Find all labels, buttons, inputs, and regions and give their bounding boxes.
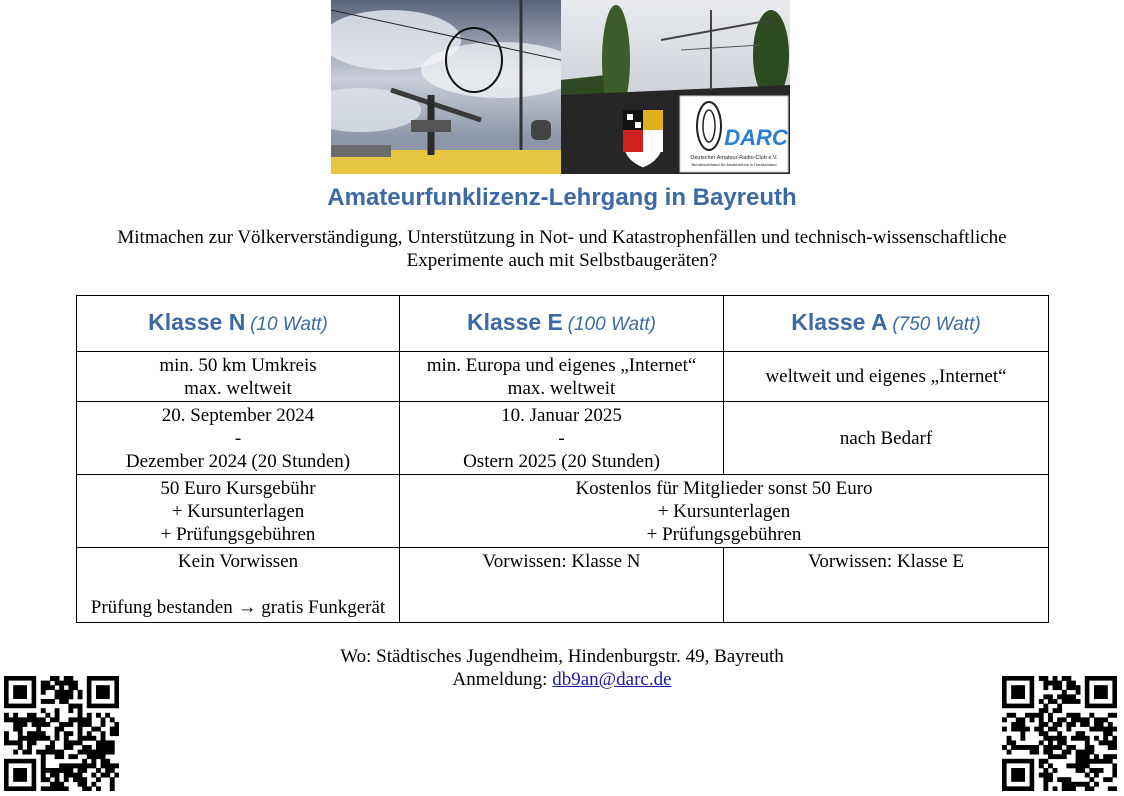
prereq-n-line-1: Kein Vorwissen (177, 551, 299, 572)
mast-photo (561, 0, 790, 174)
table-row-range (77, 352, 1049, 402)
prereq-cell-a (724, 548, 1049, 623)
registration-line (0, 668, 1124, 691)
qr-code-icon (1002, 676, 1117, 791)
dates-n-end: Dezember 2024 (20 Stunden) (125, 450, 351, 472)
dates-cell-a (724, 402, 1049, 475)
darc-logo (680, 96, 789, 172)
intro-text (90, 226, 1034, 272)
registration-label: Anmeldung: (452, 669, 553, 690)
dates-e-separator: - (558, 427, 565, 449)
klasse-e-watt: (100 Watt) (567, 314, 656, 335)
fees-n-line-1: 50 Euro Kursgebühr (160, 477, 316, 499)
fees-n-line-2: + Kursunterlagen (171, 500, 305, 522)
prereq-cell-e (400, 548, 724, 623)
range-a-line-1: weltweit und eigenes „Internet“ (765, 366, 1007, 387)
header-klasse-a (724, 296, 1049, 352)
klasse-e-label: Klasse E (466, 309, 563, 335)
course-table (76, 295, 1049, 623)
table-row-dates (77, 402, 1049, 475)
range-n-line-1: min. 50 km Umkreis (159, 354, 317, 376)
dates-n-start: 20. September 2024 (161, 404, 315, 426)
location-text: Wo: Städtisches Jugendheim, Hindenburgstr. 49, Bayreuth (340, 646, 784, 667)
qr-code-icon (4, 676, 119, 791)
prereq-n-line-2: Prüfung bestanden → gratis Funkgerät (90, 597, 386, 618)
header-klasse-n (77, 296, 400, 352)
dates-e-start: 10. Januar 2025 (501, 404, 622, 426)
klasse-n-label: Klasse N (148, 309, 246, 335)
antenna-photo (331, 0, 561, 174)
footer (0, 645, 1124, 691)
table-row-prerequisites (77, 548, 1049, 623)
range-e-line-2: max. weltweit (507, 377, 616, 399)
klasse-n-watt: (10 Watt) (250, 314, 328, 335)
fees-cell-e-a (400, 475, 1049, 548)
table-row-fees (77, 475, 1049, 548)
email-link[interactable]: db9an@darc.de (552, 669, 672, 690)
range-cell-a (724, 352, 1049, 402)
dates-a-text: nach Bedarf (839, 427, 933, 449)
range-n-line-2: max. weltweit (184, 377, 292, 399)
darc-logo-caption: Deutscher Amateur-Radio-Club e.V. (690, 155, 778, 161)
header-klasse-e (400, 296, 724, 352)
klasse-a-watt: (750 Watt) (892, 314, 981, 335)
intro-line-2: Experimente auch mit Selbstbaugeräten? (406, 250, 718, 271)
dates-n-separator: - (234, 427, 242, 449)
fees-ea-line-1: Kostenlos für Mitglieder sonst 50 Euro (575, 477, 873, 499)
table-header-row (77, 296, 1049, 352)
prereq-a-line-1: Vorwissen: Klasse E (808, 551, 964, 572)
darc-logo-subcaption: Bundesverband für Amateurfunk in Deutschland (691, 162, 777, 167)
dates-cell-n (77, 402, 400, 475)
fees-ea-line-2: + Kursunterlagen (657, 500, 791, 522)
range-cell-n (77, 352, 400, 402)
range-cell-e (400, 352, 724, 402)
page-title: Amateurfunklizenz-Lehrgang in Bayreuth (327, 184, 797, 211)
range-e-line-1: min. Europa und eigenes „Internet“ (426, 354, 697, 376)
header-banner (331, 0, 790, 174)
intro-line-1: Mitmachen zur Völkerverständigung, Unterstützung in Not- und Katastrophenfällen und technisch-wissenschaftliche (117, 227, 1007, 248)
dates-cell-e (400, 402, 724, 475)
dates-e-end: Ostern 2025 (20 Stunden) (463, 450, 660, 472)
fees-ea-line-3: + Prüfungsgebühren (646, 523, 802, 545)
darc-logo-text: DARC (724, 125, 788, 150)
fees-n-line-3: + Prüfungsgebühren (160, 523, 316, 545)
prereq-e-line-1: Vorwissen: Klasse N (482, 551, 641, 572)
prereq-cell-n (77, 548, 400, 623)
klasse-a-label: Klasse A (791, 309, 888, 335)
coat-of-arms-icon (623, 110, 663, 168)
fees-cell-n (77, 475, 400, 548)
